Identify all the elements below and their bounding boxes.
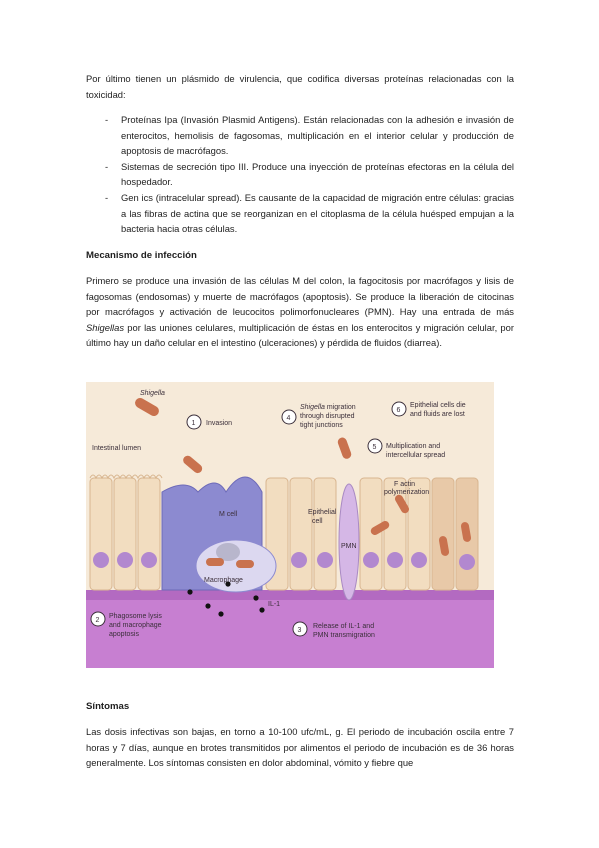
bullet-dash: - bbox=[105, 114, 109, 125]
bullet-text: Sistemas de secreción tipo III. Produce una inyección de proteínas efectoras en la célula del hospedador. bbox=[121, 160, 514, 188]
pmn-cell bbox=[339, 484, 359, 600]
label-epi-die-l1: Epithelial cells die bbox=[410, 402, 466, 409]
step-1-number: 1 bbox=[191, 420, 196, 427]
label-pmn: PMN bbox=[341, 543, 357, 550]
symptoms-heading: Síntomas bbox=[86, 701, 130, 712]
mechanism-text: Primero se produce una invasión de las células M del colon, la fagocitosis por macrófagos y lisis de fagosomas (endosomas) y muerte de macrófagos (apoptosis). Se produce la liberación de citocinas por macrófagos y activación de leucocitos polimorfonucleares (PMN). Hay una entrada de más bbox=[86, 275, 514, 318]
list-item bbox=[86, 190, 514, 237]
label-mult-l2: intercellular spread bbox=[386, 452, 446, 459]
epithelial-cells-right bbox=[266, 478, 478, 590]
symptoms-paragraph: Las dosis infectivas son bajas, en torno a 10-100 ufc/mL, g. El periodo de incubación oscila entre 7 horas y 7 días, aunque en brotes transmitidos por alimentos el periodo de incubación es de 36 horas generalmente. Los síntomas consisten en dolor abdominal, vómito y fiebre que bbox=[86, 726, 514, 769]
label-il1: IL-1 bbox=[268, 601, 281, 608]
label-phago-l2: and macrophage bbox=[109, 622, 162, 629]
infection-mechanism-figure bbox=[86, 382, 494, 668]
bullet-text: Proteínas Ipa (Invasión Plasmid Antigens). Están relacionadas con la adhesión e invasión de enterocitos, hemolisis de fagosomas, multiplicación en el interior celular y producción de apoptosis de macrófagos. bbox=[121, 114, 514, 157]
bullet-dash: - bbox=[105, 160, 109, 172]
bullet-text: Gen ics (intracelular spread). Es causante de la capacidad de migración entre células: gracias a las fibras de actina que se reorganizan en el citoplasma de la célula huésped empujan a la bacteria hacia otras células. bbox=[121, 191, 514, 235]
label-epithelial-l1: Epithelial bbox=[308, 509, 337, 516]
label-m-cell: M cell bbox=[219, 511, 238, 518]
intro-paragraph: Por último tienen un plásmido de virulencia, que codifica diversas proteínas relacionadas con la toxicidad: bbox=[86, 73, 514, 100]
basement-membrane bbox=[86, 590, 494, 600]
list-item bbox=[86, 112, 514, 159]
infection-diagram bbox=[86, 382, 494, 668]
label-migration-l2: through disrupted bbox=[300, 413, 355, 420]
label-migration-shigella: Shigella bbox=[300, 404, 325, 411]
mechanism-paragraph bbox=[86, 273, 514, 351]
step-4-number: 4 bbox=[286, 415, 291, 422]
step-6-number: 6 bbox=[396, 407, 401, 414]
label-release-l2: PMN transmigration bbox=[313, 632, 375, 639]
label-release-l1: Release of IL-1 and bbox=[313, 623, 375, 630]
label-migration-l3: tight junctions bbox=[300, 422, 343, 429]
label-shigella: Shigella bbox=[140, 390, 165, 397]
label-mult-l1: Multiplication and bbox=[386, 443, 441, 450]
label-migration-text: migration bbox=[324, 404, 356, 411]
label-macrophage: Macrophage bbox=[204, 577, 243, 584]
step-2-number: 2 bbox=[95, 617, 100, 624]
shigellas-term: Shigellas bbox=[86, 321, 125, 333]
label-epithelial-l2: cell bbox=[312, 518, 323, 525]
bullet-dash: - bbox=[105, 191, 109, 203]
epithelial-cells-left bbox=[90, 475, 162, 590]
mechanism-heading: Mecanismo de infección bbox=[86, 250, 197, 261]
label-epi-die-l2: and fluids are lost bbox=[410, 411, 465, 418]
step-5-number: 5 bbox=[372, 444, 377, 451]
list-item bbox=[86, 159, 514, 190]
label-phago-l1: Phagosome lysis bbox=[109, 613, 162, 620]
label-f-actin-l2: polymerization bbox=[384, 489, 430, 496]
label-f-actin-l1: F actin bbox=[394, 481, 416, 488]
submucosa bbox=[86, 590, 494, 668]
label-migration-l1 bbox=[300, 404, 356, 411]
mechanism-text-rest: por las uniones celulares, multiplicación de éstas en los enterocitos y migración celular, por último hay un daño celular en el intestino (ulceraciones) y pérdida de fluidos (diarrea). bbox=[86, 321, 514, 349]
virulence-protein-list bbox=[86, 112, 514, 237]
label-intestinal-lumen: Intestinal lumen bbox=[92, 445, 142, 452]
step-3-number: 3 bbox=[297, 627, 302, 634]
label-phago-l3: apoptosis bbox=[109, 631, 139, 638]
label-invasion: Invasion bbox=[206, 420, 233, 427]
